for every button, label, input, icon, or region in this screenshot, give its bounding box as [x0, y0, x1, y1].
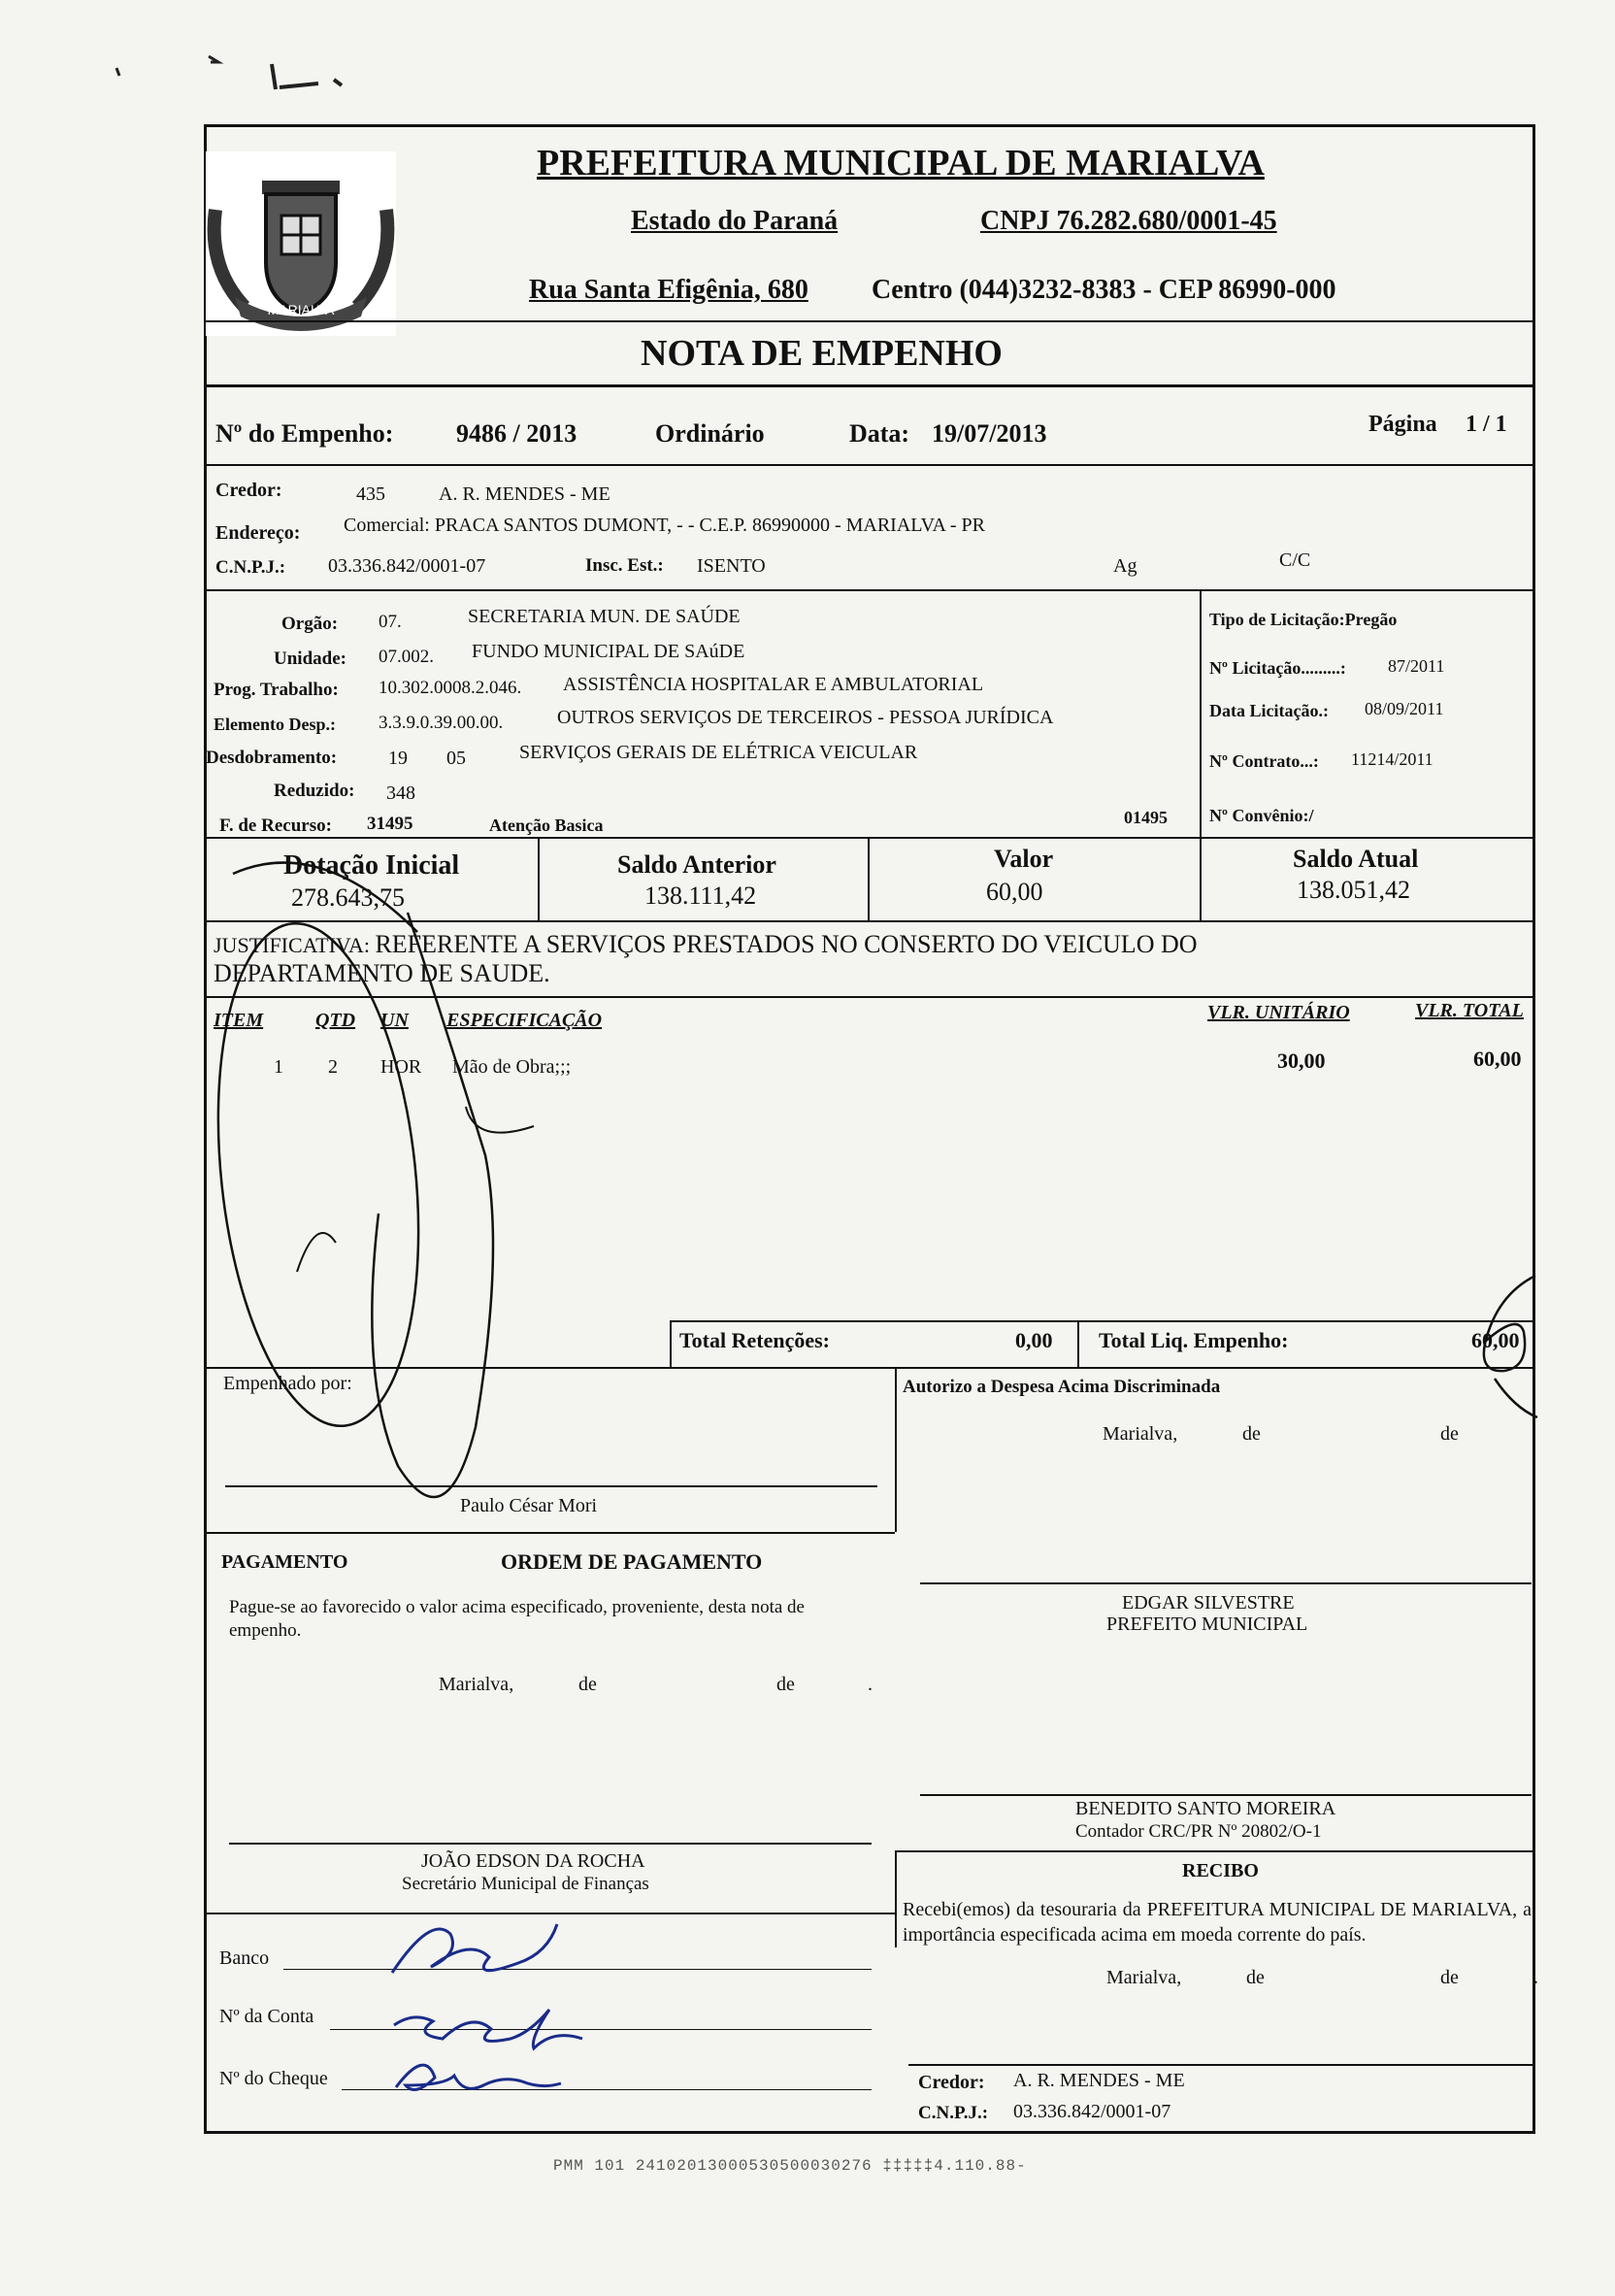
insc-label: Insc. Est.: [585, 555, 664, 576]
pagamento-city: Marialva, [439, 1674, 514, 1695]
dotacao-value: 278.643,75 [291, 883, 405, 912]
reduzido-label: Reduzido: [274, 781, 355, 801]
empenho-date: 19/07/2013 [932, 419, 1047, 448]
ordem-label: ORDEM DE PAGAMENTO [501, 1549, 763, 1574]
pagamento-label: PAGAMENTO [221, 1551, 348, 1573]
dotacao-label: Dotação Inicial [283, 850, 460, 881]
pagamento-signer-role: Secretário Municipal de Finanças [402, 1874, 649, 1894]
page-title: PREFEITURA MUNICIPAL DE MARIALVA [537, 143, 1265, 183]
row-total: 60,00 [1473, 1047, 1522, 1071]
contrato-value: 11214/2011 [1351, 749, 1434, 769]
elemento-label: Elemento Desp.: [214, 715, 336, 734]
convenio-label: Nº Convênio:/ [1209, 806, 1314, 825]
orgao-name: SECRETARIA MUN. DE SAÚDE [468, 606, 741, 627]
desdob-name: SERVIÇOS GERAIS DE ELÉTRICA VEICULAR [519, 742, 918, 763]
retencoes-value: 0,00 [1015, 1328, 1053, 1352]
cnpj-field-label: C.N.P.J.: [215, 557, 286, 578]
contador-role: Contador CRC/PR Nº 20802/O-1 [1075, 1821, 1322, 1842]
recibo-city: Marialva, [1106, 1967, 1182, 1988]
col-espec: ESPECIFICAÇÃO [446, 1010, 603, 1031]
justificativa-line2: DEPARTAMENTO DE SAUDE. [214, 959, 550, 987]
saldo-anterior-value: 138.111,42 [644, 882, 757, 910]
unidade-label: Unidade: [274, 649, 346, 669]
valor-label: Valor [994, 845, 1054, 873]
address-label: Rua Santa Efigênia, 680 [529, 275, 808, 305]
pagamento-de1: de [578, 1674, 597, 1695]
document-title: NOTA DE EMPENHO [641, 333, 1003, 374]
elemento-code: 3.3.9.0.39.00.00. [379, 713, 504, 733]
prog-code: 10.302.0008.2.046. [379, 678, 522, 698]
cheque-signature [377, 2048, 571, 2107]
recurso-code: 31495 [367, 814, 413, 834]
cheque-label: Nº do Cheque [219, 2068, 328, 2089]
ag-label: Ag [1113, 555, 1137, 577]
page-number: 1 / 1 [1466, 412, 1507, 437]
footer-cnpj-label: C.N.P.J.: [918, 2103, 989, 2123]
empenho-date-label: Data: [849, 419, 910, 448]
licitacao-numero: 87/2011 [1388, 656, 1445, 676]
autorizo-de1: de [1242, 1423, 1261, 1445]
handwritten-initial [1456, 1262, 1543, 1427]
col-unit: VLR. UNITÁRIO [1207, 1002, 1350, 1023]
empenhado-name: Paulo César Mori [460, 1495, 598, 1516]
credor-name: A. R. MENDES - ME [439, 483, 610, 505]
cc-label: C/C [1279, 549, 1311, 571]
row-item: 1 [274, 1056, 283, 1078]
liquido-label: Total Liq. Empenho: [1099, 1328, 1289, 1352]
banco-label: Banco [219, 1947, 270, 1969]
recibo-dot: . [1533, 1967, 1538, 1988]
elemento-name: OUTROS SERVIÇOS DE TERCEIROS - PESSOA JURÍDICA [557, 707, 1054, 728]
empenho-type: Ordinário [655, 419, 765, 448]
recibo-de2: de [1440, 1967, 1459, 1988]
autorizo-label: Autorizo a Despesa Acima Discriminada [903, 1377, 1221, 1397]
pagamento-de2: de [776, 1674, 795, 1695]
recibo-text: Recebi(emos) da tesouraria da PREFEITURA MUNICIPAL DE MARIALVA, a importância especificada acima em moeda corrente do país. [903, 1899, 1532, 1946]
saldo-anterior-label: Saldo Anterior [617, 850, 776, 879]
prog-label: Prog. Trabalho: [214, 680, 339, 700]
liquido-value: 60,00 [1471, 1328, 1520, 1352]
banco-signature [373, 1918, 586, 1996]
col-qtd: QTD [315, 1010, 356, 1031]
credor-address: Comercial: PRACA SANTOS DUMONT, - - C.E.P. 86990000 - MARIALVA - PR [344, 515, 985, 536]
unidade-code: 07.002. [379, 647, 434, 667]
autorizo-de2: de [1440, 1423, 1459, 1445]
empenhado-label: Empenhado por: [223, 1373, 352, 1394]
row-unit: 30,00 [1277, 1048, 1326, 1073]
licitacao-tipo: Tipo de Licitação:Pregão [1209, 610, 1398, 629]
cnpj-label: CNPJ 76.282.680/0001-45 [980, 206, 1277, 236]
row-espec: Mão de Obra;;; [452, 1056, 572, 1078]
autorizo-signer: EDGAR SILVESTRE [1122, 1592, 1295, 1614]
col-un: UN [380, 1010, 409, 1031]
licitacao-data: 08/09/2011 [1365, 699, 1444, 718]
prog-name: ASSISTÊNCIA HOSPITALAR E AMBULATORIAL [563, 674, 984, 695]
credor-label: Credor: [215, 480, 282, 501]
coat-of-arms-icon [206, 151, 396, 336]
valor-value: 60,00 [986, 878, 1043, 906]
autorizo-signer-role: PREFEITO MUNICIPAL [1106, 1614, 1308, 1635]
recurso-name: Atenção Basica [489, 815, 604, 835]
row-qtd: 2 [328, 1056, 338, 1078]
saldo-atual-value: 138.051,42 [1297, 876, 1410, 904]
unidade-name: FUNDO MUNICIPAL DE SAúDE [472, 641, 745, 662]
orgao-code: 07. [379, 612, 402, 632]
recibo-de1: de [1246, 1967, 1265, 1988]
state-label: Estado do Paraná [631, 206, 839, 236]
recibo-label: RECIBO [1182, 1860, 1259, 1881]
justificativa-label: JUSTIFICATIVA: [214, 933, 370, 957]
retencoes-label: Total Retenções: [679, 1328, 830, 1352]
desdob-label: Desdobramento: [206, 748, 338, 768]
conta-label: Nº da Conta [219, 2006, 314, 2027]
autorizo-dot: . [1532, 1423, 1536, 1445]
page-label: Página [1368, 412, 1437, 437]
desdob-b: 05 [446, 748, 466, 769]
autorizo-city: Marialva, [1103, 1423, 1178, 1445]
footer-credor-name: A. R. MENDES - ME [1013, 2070, 1185, 2091]
pagamento-signer: JOÃO EDSON DA ROCHA [421, 1850, 645, 1872]
licitacao-data-label: Data Licitação.: [1209, 701, 1329, 720]
footer-cnpj: 03.336.842/0001-07 [1013, 2101, 1171, 2122]
insc-value: ISENTO [697, 555, 766, 577]
justificativa-line1: REFERENTE A SERVIÇOS PRESTADOS NO CONSERTO DO VEICULO DO [375, 930, 1198, 958]
scan-marks [97, 39, 408, 97]
contrato-label: Nº Contrato...: [1209, 751, 1319, 771]
saldo-atual-label: Saldo Atual [1293, 845, 1419, 873]
recurso-extra: 01495 [1124, 808, 1168, 827]
cancellation-signature [204, 854, 709, 1534]
contador-name: BENEDITO SANTO MOREIRA [1075, 1798, 1336, 1819]
col-item: ITEM [214, 1010, 264, 1031]
pagamento-text: Pague-se ao favorecido o valor acima especificado, proveniente, desta nota de empenho. [229, 1597, 805, 1641]
row-un: HOR [380, 1056, 422, 1078]
empenho-number-label: Nº do Empenho: [215, 419, 394, 448]
svg-text:MARIALVA: MARIALVA [267, 302, 335, 317]
credor-cnpj: 03.336.842/0001-07 [328, 555, 486, 577]
recurso-label: F. de Recurso: [219, 815, 332, 836]
district-phone-label: Centro (044)3232-8383 - CEP 86990-000 [872, 275, 1336, 305]
licitacao-numero-label: Nº Licitação.........: [1209, 658, 1346, 678]
barcode-strip: PMM 101 24102013000530500030276 ‡‡‡‡‡4.110.88- [553, 2157, 1027, 2175]
footer-credor-label: Credor: [918, 2072, 985, 2093]
empenho-number: 9486 / 2013 [456, 419, 577, 448]
pagamento-dot: . [868, 1674, 873, 1695]
orgao-label: Orgão: [281, 614, 339, 634]
credor-code: 435 [356, 483, 385, 505]
address-field-label: Endereço: [215, 522, 301, 544]
col-total: VLR. TOTAL [1415, 1000, 1524, 1021]
desdob-a: 19 [388, 748, 408, 769]
reduzido-value: 348 [386, 782, 415, 804]
